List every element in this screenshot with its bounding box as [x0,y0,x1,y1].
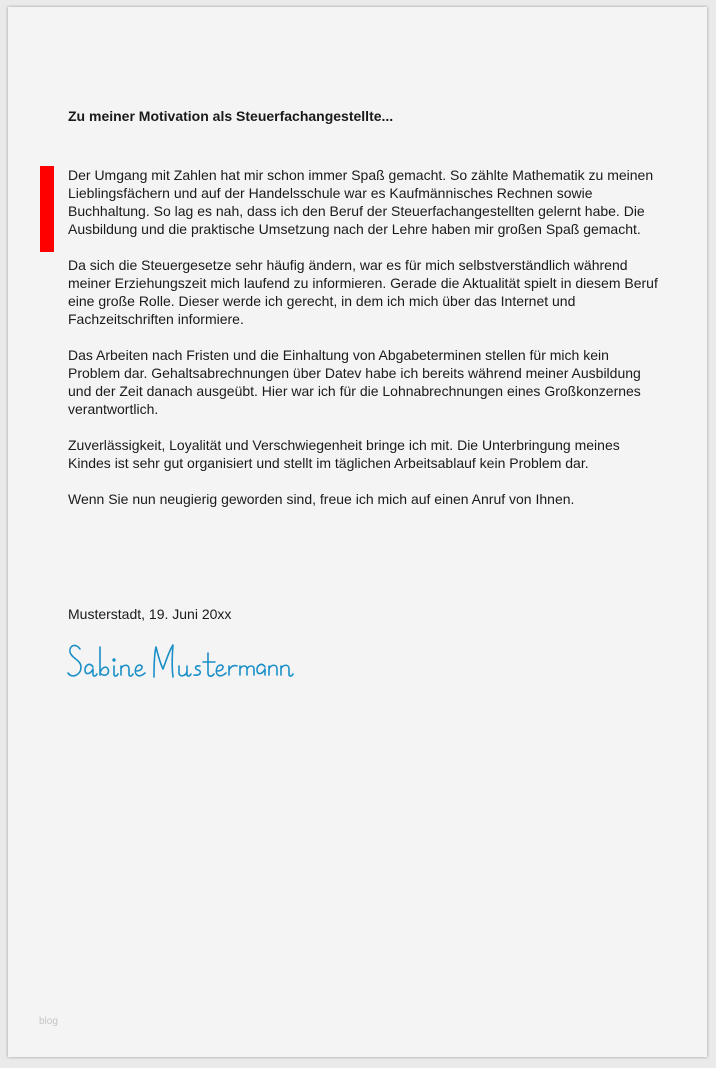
letter-page [8,7,707,1057]
paragraph-deadlines: Das Arbeiten nach Fristen und die Einhaltung von Abgabeterminen stellen für mich kein Problem dar. Gehaltsabrechnungen über Datev habe ich bereits während meiner Ausbildung und der Zeit danach ausgeübt. Hier war ich für die Lohnabrechnungen eines Großkonzernes verantwortlich. [68,347,641,417]
accent-bar [40,166,54,252]
footer-watermark: blog [39,1016,58,1027]
letter-body [68,166,658,526]
paragraph-tax-law: Da sich die Steuergesetze sehr häufig ändern, war es für mich selbstverständlich während meiner Erziehungszeit mich laufend zu informieren. Gerade die Aktualität spielt in diesem Beruf eine große Rolle. Dieser werde ich gerecht, in dem ich mich über das Internet und Fachzeitschriften informiere. [68,257,658,327]
letter-heading: Zu meiner Motivation als Steuerfachangestellte... [68,108,394,124]
paragraph-closing: Wenn Sie nun neugierig geworden sind, freue ich mich auf einen Anruf von Ihnen. [68,491,575,507]
place-date: Musterstadt, 19. Juni 20xx [68,606,232,622]
paragraph-experience: Der Umgang mit Zahlen hat mir schon immer Spaß gemacht. So zählte Mathematik zu meinen Lieblingsfächern und auf der Handelsschule war es Kaufmännisches Rechnen sowie Buchhaltung. So lag es nah, dass ich den Beruf der Steuerfachangestellten gelernt habe. Die Ausbildung und die praktische Umsetzung nach der Lehre haben mir großen Spaß gemacht. [68,167,654,237]
paragraph-qualities: Zuverlässigkeit, Loyalität und Verschwiegenheit bringe ich mit. Die Unterbringung meines Kindes ist sehr gut organisiert und stellt im täglichen Arbeitsablauf kein Problem dar. [68,437,620,471]
handwritten-signature [66,635,296,691]
